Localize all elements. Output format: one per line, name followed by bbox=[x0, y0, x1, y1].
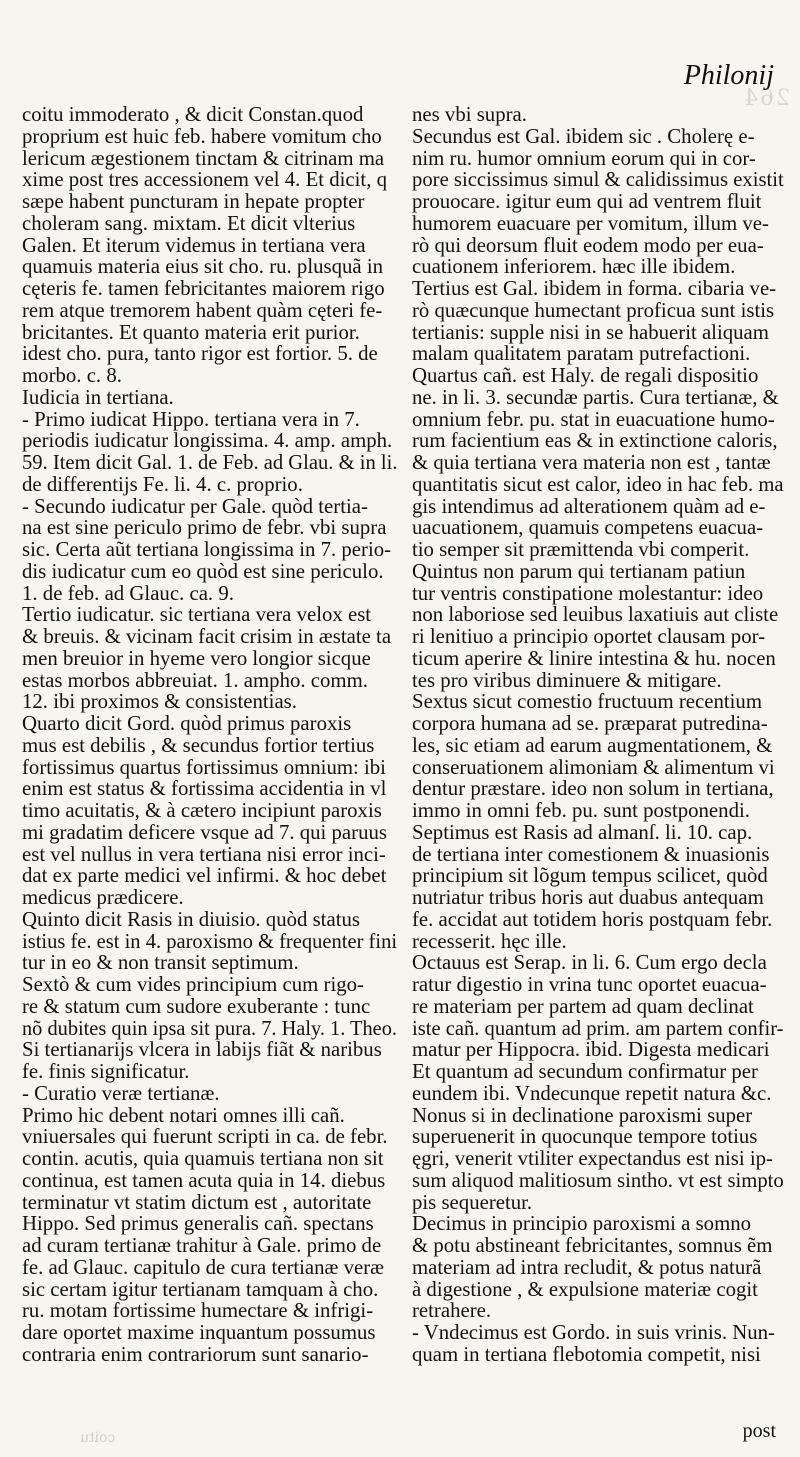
text-line: corpora humana ad se. præparat putredina- bbox=[412, 712, 768, 735]
text-line: lericum ægestionem tinctam & citrinam ma bbox=[22, 146, 385, 170]
text-line: proprium est huic feb. habere vomitum cho bbox=[22, 124, 382, 148]
text-line: nim ru. humor omnium eorum qui in cor- bbox=[412, 146, 756, 170]
text-line: Nonus si in declinatione paroxismi super bbox=[412, 1103, 753, 1127]
text-line: rò qui deorsum fluit eodem modo per eua- bbox=[412, 233, 764, 257]
text-line: & quia tertiana vera materia non est , tantæ bbox=[412, 451, 771, 474]
text-line: humorem euacuare per vomitum, illum ve- bbox=[412, 211, 769, 235]
text-line: ticum aperire & linire intestina & hu. nocen bbox=[412, 646, 776, 670]
text-line: fe. finis significatur. bbox=[22, 1060, 190, 1083]
text-line: ru. motam fortissime humectare & infrigi- bbox=[22, 1299, 374, 1323]
text-line: Decimus in principio paroxismi a somno bbox=[412, 1212, 752, 1236]
text-line: uacuationem, quamuis competens euacua- bbox=[412, 516, 764, 540]
text-line: de tertiana inter comestionem & inuasionis bbox=[412, 842, 770, 866]
text-line: tio semper sit præmittenda vbi comperit. bbox=[412, 538, 750, 561]
text-line: dis iudicatur cum eo quòd est sine periculo. bbox=[22, 559, 384, 583]
text-line: retrahere. bbox=[412, 1299, 492, 1323]
bleed-through-page-number: 264 bbox=[742, 86, 790, 111]
text-line: quamuis materia eius sit cho. ru. plusquã in bbox=[22, 255, 383, 279]
text-line: estas morbos abbreuiat. 1. ampho. comm. bbox=[22, 668, 368, 692]
text-line: Quintus non parum qui tertianam patiun bbox=[412, 559, 746, 583]
left-text-column bbox=[22, 104, 397, 1366]
text-line: Primo hic debent notari omnes illi cañ. bbox=[22, 1103, 345, 1127]
text-line: fe. accidat aut totidem horis postquam febr. bbox=[412, 907, 773, 931]
text-line: timo acuitatis, & à cætero incipiunt paroxis bbox=[22, 799, 382, 822]
text-line: re materiam per partem ad quam declinat bbox=[412, 994, 754, 1018]
text-line: enim est status & fortissima accidentia in vl bbox=[22, 777, 387, 801]
catchword: post bbox=[742, 1420, 776, 1442]
text-line: tur in eo & non transit septimum. bbox=[22, 951, 299, 975]
text-line: contraria enim contrariorum sunt sanario- bbox=[22, 1342, 369, 1366]
text-line: conseruationem alimoniam & alimentum vi bbox=[412, 755, 775, 779]
text-line: - Curatio veræ tertianæ. bbox=[22, 1081, 220, 1105]
bleed-through-catchword: coitu bbox=[80, 1430, 116, 1446]
text-line: Iudicia in tertiana. bbox=[22, 385, 174, 409]
text-line: eundem ibi. Vndecunque repetit natura &c. bbox=[412, 1081, 772, 1105]
text-line: sic. Certa aũt tertiana longissima in 7. perio- bbox=[22, 538, 392, 561]
text-line: Tertius est Gal. ibidem in forma. cibaria ve- bbox=[412, 277, 777, 300]
text-line: Si tertianarijs vlcera in labijs fiãt & naribus bbox=[22, 1038, 382, 1062]
text-line: pore siccissimus simul & calidissimus existit bbox=[412, 168, 784, 192]
text-line: de differentijs Fe. li. 4. c. proprio. bbox=[22, 472, 303, 496]
text-line: 59. Item dicit Gal. 1. de Feb. ad Glau. & in li. bbox=[22, 451, 398, 474]
text-line: les, sic etiam ad earum augmentationem, & bbox=[412, 733, 773, 757]
text-line: est vel nullus in vera tertiana nisi error inci- bbox=[22, 842, 386, 866]
text-line: ne. in li. 3. secundæ partis. Cura tertianæ, & bbox=[412, 385, 779, 409]
text-line: rum facientium eas & in extinctione caloris, bbox=[412, 429, 778, 453]
text-line: nes vbi supra. bbox=[412, 103, 527, 126]
text-line: non laboriose sed leuibus laxatiuis aut cliste bbox=[412, 603, 779, 627]
text-line: Sextò & cum vides principium cum rigo- bbox=[22, 973, 364, 996]
text-line: vniuersales qui fuerunt scripti in ca. de febr. bbox=[22, 1125, 388, 1149]
text-line: 12. ibi proximos & consistentias. bbox=[22, 690, 297, 714]
text-line: Quinto dicit Rasis in diuisio. quòd status bbox=[22, 907, 360, 931]
text-line: Hippo. Sed primus generalis cañ. spectans bbox=[22, 1212, 374, 1236]
text-line: xime post tres accessionem vel 4. Et dicit, q bbox=[22, 168, 388, 192]
text-line: quantitatis sicut est calor, ideo in hac feb. ma bbox=[412, 472, 784, 496]
text-line: - Primo iudicat Hippo. tertiana vera in 7. bbox=[22, 407, 360, 431]
text-line: dare oportet maxime inquantum possumus bbox=[22, 1321, 376, 1344]
text-line: fe. ad Glauc. capitulo de cura tertianæ veræ bbox=[22, 1255, 385, 1279]
text-line: ratur digestio in vrina tunc oportet euacua- bbox=[412, 973, 767, 996]
text-line: Et quantum ad secundum confirmatur per bbox=[412, 1060, 758, 1083]
text-line: principium sit lõgum tempus scilicet, quòd bbox=[412, 864, 768, 888]
right-text-column bbox=[412, 104, 784, 1366]
text-line: sic certam igitur tertianam tamquam à cho. bbox=[22, 1277, 379, 1301]
text-line: Octauus est Serap. in li. 6. Cum ergo decla bbox=[412, 951, 767, 975]
text-line: Secundus est Gal. ibidem sic . Cholerę e- bbox=[412, 124, 755, 148]
text-line: idest cho. pura, tanto rigor est fortior. 5. de bbox=[22, 342, 378, 366]
text-line: gis intendimus ad alterationem quàm ad e- bbox=[412, 494, 766, 518]
text-line: na est sine periculo primo de febr. vbi supra bbox=[22, 516, 387, 540]
text-line: istius fe. est in 4. paroxismo & frequenter fini bbox=[22, 929, 398, 953]
text-line: Sextus sicut comestio fructuum recentium bbox=[412, 690, 763, 714]
text-line: tertianis: supple nisi in se habuerit aliquam bbox=[412, 320, 769, 344]
text-line: recesserit. hęc ille. bbox=[412, 929, 567, 953]
text-line: Quartus cañ. est Haly. de regali dispositio bbox=[412, 364, 759, 387]
text-line: nõ dubites quin ipsa sit pura. 7. Haly. 1. Theo. bbox=[22, 1016, 397, 1040]
text-line: mus est debilis , & secundus fortior tertius bbox=[22, 733, 375, 757]
text-line: coitu immoderato , & dicit Constan.quod bbox=[22, 103, 364, 126]
text-line: sæpe habent puncturam in hepate propter bbox=[22, 190, 365, 213]
text-line: ad curam tertianæ trahitur à Gale. primo de bbox=[22, 1234, 382, 1257]
text-line: morbo. c. 8. bbox=[22, 364, 122, 387]
text-line: - Vndecimus est Gordo. in suis vrinis. Nun- bbox=[412, 1321, 775, 1344]
text-line: cęteris fe. tamen febricitantes maiorem rigo bbox=[22, 277, 385, 300]
text-line: & potu abstineant febricitantes, somnus ẽm bbox=[412, 1234, 773, 1257]
text-line: rò quæcunque humectant proficua sunt istis bbox=[412, 298, 775, 322]
text-line: dentur præstare. ideo non solum in tertiana, bbox=[412, 777, 774, 801]
running-head: Philonij bbox=[683, 60, 774, 91]
text-line: pis sequeretur. bbox=[412, 1190, 533, 1214]
text-line: tur ventris constipatione molestantur: ideo bbox=[412, 581, 764, 605]
text-line: dat ex parte medici vel infirmi. & hoc debet bbox=[22, 864, 387, 888]
text-line: periodis iudicatur longissima. 4. amp. amph. bbox=[22, 429, 393, 453]
text-line: matur per Hippocra. ibid. Digesta medicari bbox=[412, 1038, 770, 1062]
text-line: & breuis. & vicinam facit crisim in æstate ta bbox=[22, 625, 392, 648]
text-line: nutriatur tribus horis aut duabus antequam bbox=[412, 886, 764, 909]
text-line: immo in omni feb. pu. sunt postponendi. bbox=[412, 799, 750, 822]
text-line: sum aliquod malitiosum sintho. vt est simpto bbox=[412, 1168, 784, 1192]
text-line: omnium febr. pu. stat in euacuatione humo- bbox=[412, 407, 775, 431]
text-line: prouocare. igitur eum qui ad ventrem fluit bbox=[412, 190, 762, 213]
text-line: malam qualitatem paratam putrefactioni. bbox=[412, 342, 751, 366]
text-line: continua, est tamen acuta quia in 14. diebus bbox=[22, 1168, 386, 1192]
text-line: mi gradatim deficere vsque ad 7. qui paruus bbox=[22, 820, 387, 844]
text-line: cuationem inferiorem. hæc ille ibidem. bbox=[412, 255, 736, 279]
text-line: iste cañ. quantum ad prim. am partem confir- bbox=[412, 1016, 784, 1040]
text-line: Tertio iudicatur. sic tertiana vera velox est bbox=[22, 603, 372, 627]
text-line: superuenerit in quocunque tempore totius bbox=[412, 1125, 758, 1149]
text-line: Quarto dicit Gord. quòd primus paroxis bbox=[22, 712, 352, 735]
text-line: rem atque tremorem habent quàm cęteri fe- bbox=[22, 298, 383, 322]
text-line: 1. de feb. ad Glauc. ca. 9. bbox=[22, 581, 234, 605]
text-line: Septimus est Rasis ad almanſ. li. 10. cap. bbox=[412, 820, 753, 844]
text-line: bricitantes. Et quanto materia erit purior. bbox=[22, 320, 360, 344]
text-line: materiam ad intra recludit, & potus naturã bbox=[412, 1255, 762, 1279]
text-line: Galen. Et iterum videmus in tertiana vera bbox=[22, 233, 366, 257]
text-line: tes pro viribus diminuere & mitigare. bbox=[412, 668, 722, 692]
text-line: choleram sang. mixtam. Et dicit vlterius bbox=[22, 211, 356, 235]
text-line: - Secundo iudicatur per Gale. quòd tertia- bbox=[22, 494, 368, 518]
text-line: fortissimus quartus fortissimus omnium: ibi bbox=[22, 755, 386, 779]
text-line: medicus prædicere. bbox=[22, 886, 184, 909]
text-line: re & statum cum sudore exuberante : tunc bbox=[22, 994, 371, 1018]
text-line: quam in tertiana flebotomia competit, nisi bbox=[412, 1342, 761, 1366]
text-line: ęgri, venerit vtiliter expectandus est nisi ip- bbox=[412, 1147, 773, 1170]
text-line: ri lenitiuo a principio oportet clausam por- bbox=[412, 625, 766, 648]
text-line: men breuior in hyeme vero longior sicque bbox=[22, 646, 371, 670]
text-line: à digestione , & expulsione materiæ cogit bbox=[412, 1277, 758, 1301]
text-line: contin. acutis, quia quamuis tertiana non sit bbox=[22, 1147, 384, 1170]
text-line: terminatur vt statim dictum est , autoritate bbox=[22, 1190, 372, 1214]
